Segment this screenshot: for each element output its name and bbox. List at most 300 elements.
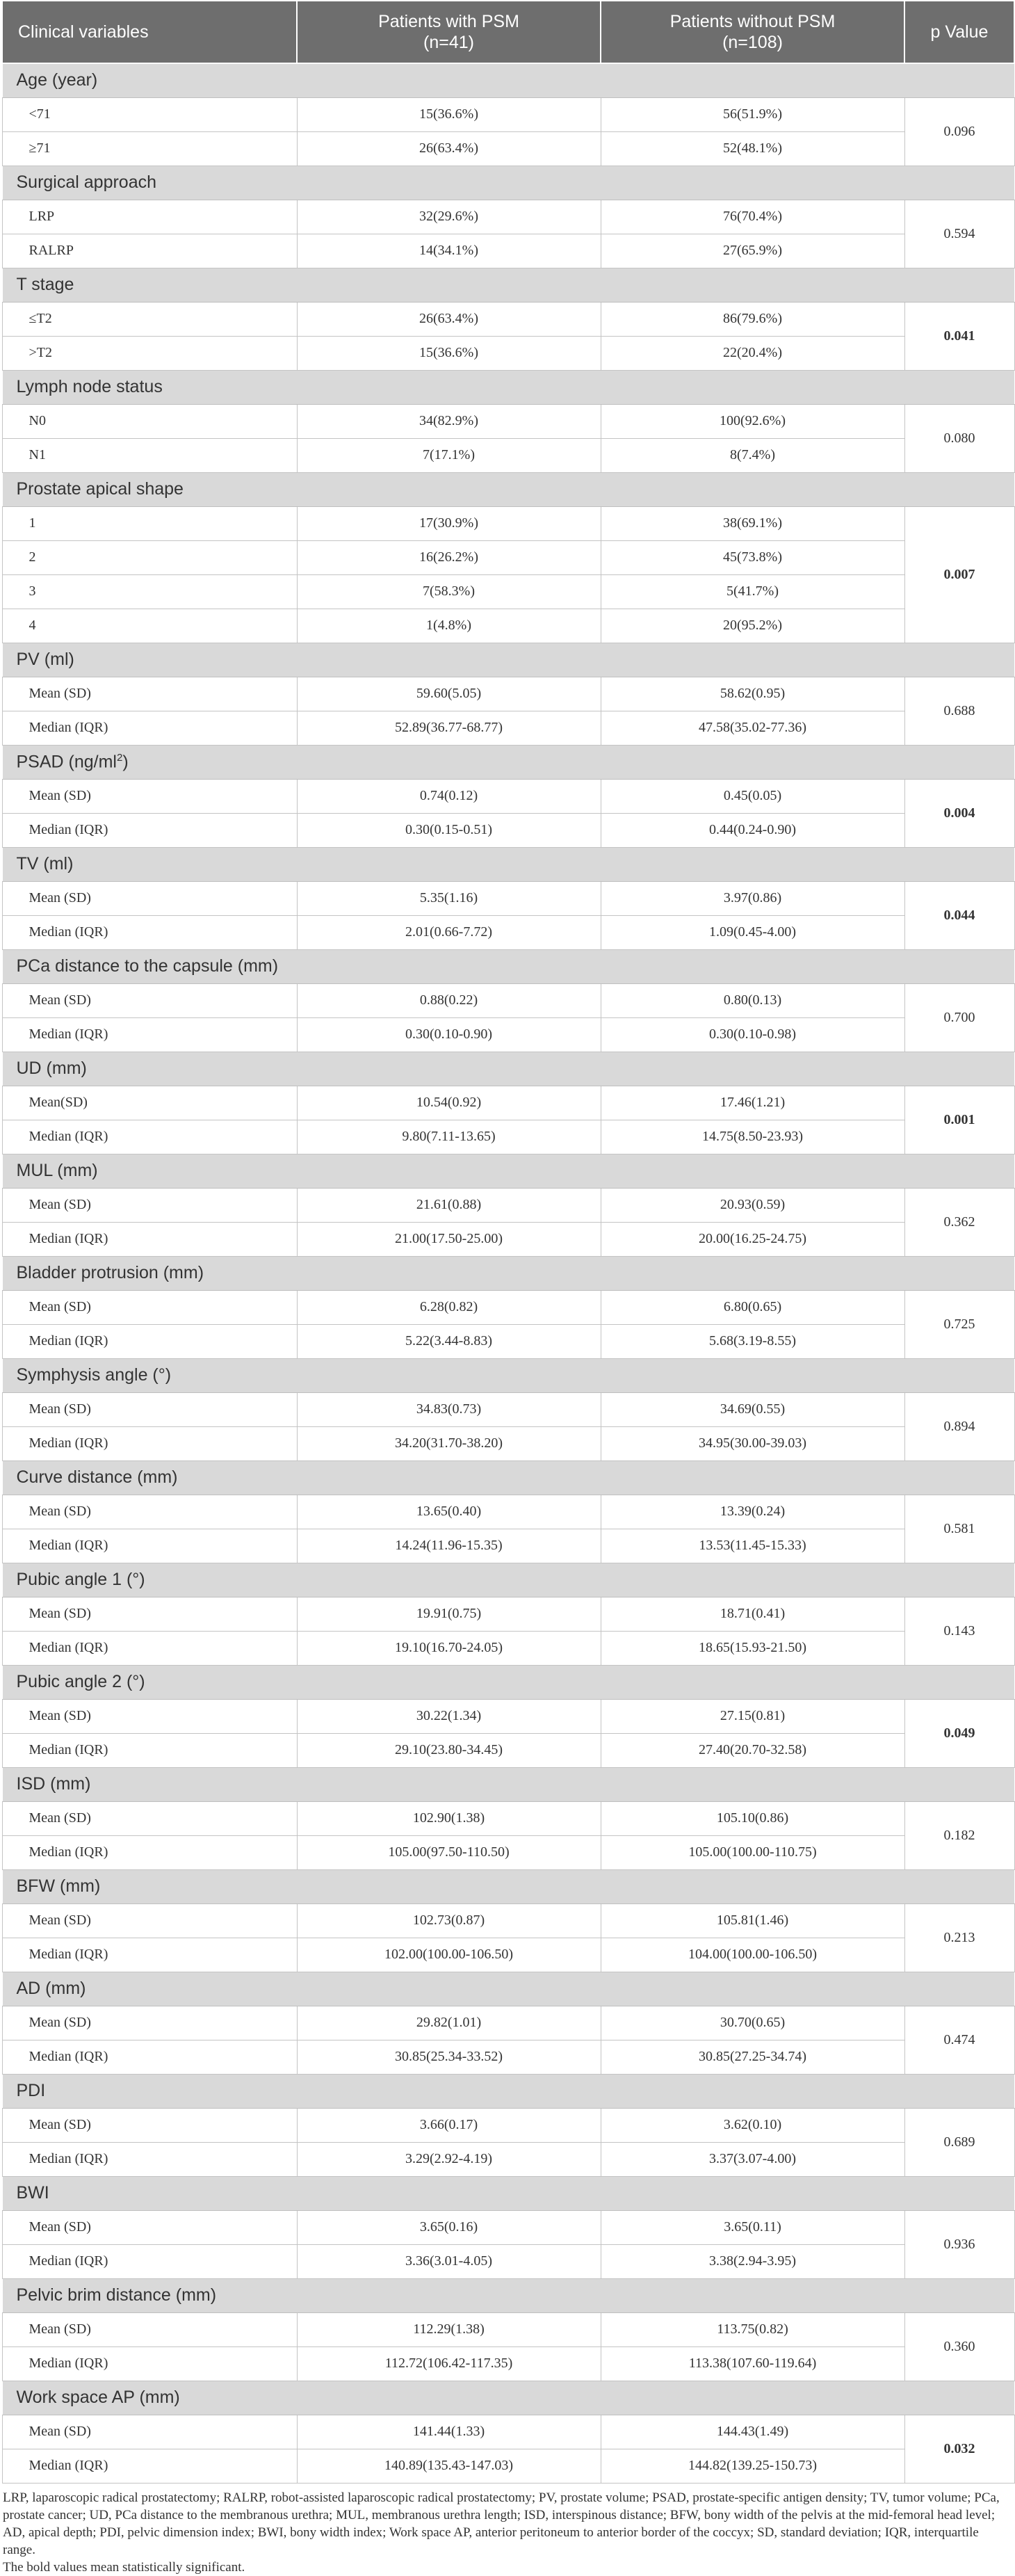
group-title	[2, 949, 1014, 983]
group-title	[2, 1358, 1014, 1392]
p-value-cell: 0.032	[904, 2415, 1014, 2483]
table-footnote	[1, 2484, 1014, 2576]
group-title	[2, 1563, 1014, 1597]
table-row	[2, 1086, 1014, 1120]
cell-with-psm: 16(26.2%)	[297, 540, 601, 574]
table-row	[2, 2312, 1014, 2346]
group-title-text: ISD (mm)	[16, 1774, 91, 1794]
cell-with-psm: 34.83(0.73)	[297, 1392, 601, 1426]
cell-with-psm: 3.65(0.16)	[297, 2210, 601, 2244]
cell-without-psm: 3.38(2.94-3.95)	[601, 2244, 904, 2278]
group-header-row	[2, 1052, 1014, 1086]
cell-with-psm: 3.29(2.92-4.19)	[297, 2142, 601, 2176]
group-header-row	[2, 166, 1014, 200]
row-label: Mean (SD)	[2, 1290, 297, 1324]
p-value-cell: 0.049	[904, 1699, 1014, 1767]
row-label: Mean (SD)	[2, 983, 297, 1017]
group-header-row	[2, 1563, 1014, 1597]
table-row	[2, 2142, 1014, 2176]
cell-with-psm: 10.54(0.92)	[297, 1086, 601, 1120]
cell-without-psm: 56(51.9%)	[601, 97, 904, 131]
cell-with-psm: 26(63.4%)	[297, 302, 601, 336]
cell-without-psm: 52(48.1%)	[601, 131, 904, 166]
group-title-text: Bladder protrusion (mm)	[16, 1263, 204, 1282]
cell-with-psm: 6.28(0.82)	[297, 1290, 601, 1324]
group-header-row	[2, 847, 1014, 881]
cell-with-psm: 15(36.6%)	[297, 336, 601, 370]
row-label: Mean (SD)	[2, 2108, 297, 2142]
group-title	[2, 1972, 1014, 2006]
cell-with-psm: 0.30(0.10-0.90)	[297, 1017, 601, 1052]
table-row	[2, 2210, 1014, 2244]
row-label: Median (IQR)	[2, 2449, 297, 2483]
p-value-cell: 0.041	[904, 302, 1014, 370]
row-label: N1	[2, 438, 297, 472]
group-title	[2, 1869, 1014, 1903]
cell-without-psm: 105.00(100.00-110.75)	[601, 1835, 904, 1869]
table-row	[2, 2346, 1014, 2381]
table-row	[2, 1120, 1014, 1154]
row-label: Mean(SD)	[2, 1086, 297, 1120]
group-title	[2, 370, 1014, 404]
row-label: Median (IQR)	[2, 1017, 297, 1052]
cell-with-psm: 0.30(0.15-0.51)	[297, 813, 601, 847]
cell-without-psm: 34.95(30.00-39.03)	[601, 1426, 904, 1460]
group-title-text: TV (ml)	[16, 854, 74, 874]
group-title	[2, 1052, 1014, 1086]
cell-without-psm: 20(95.2%)	[601, 609, 904, 643]
group-title	[2, 268, 1014, 302]
p-value-cell: 0.688	[904, 677, 1014, 745]
group-title-text: Pubic angle 1 (°)	[16, 1570, 145, 1589]
row-label: 2	[2, 540, 297, 574]
table-row	[2, 1835, 1014, 1869]
group-title-text: Curve distance (mm)	[16, 1467, 178, 1487]
group-header-row	[2, 268, 1014, 302]
cell-with-psm: 34(82.9%)	[297, 404, 601, 438]
cell-without-psm: 76(70.4%)	[601, 200, 904, 234]
cell-with-psm: 19.91(0.75)	[297, 1597, 601, 1631]
cell-without-psm: 144.82(139.25-150.73)	[601, 2449, 904, 2483]
table-row	[2, 2040, 1014, 2074]
row-label: ≤T2	[2, 302, 297, 336]
cell-without-psm: 18.65(15.93-21.50)	[601, 1631, 904, 1665]
row-label: Mean (SD)	[2, 677, 297, 711]
group-title-text: PDI	[16, 2081, 46, 2100]
row-label: Mean (SD)	[2, 2312, 297, 2346]
cell-with-psm: 102.90(1.38)	[297, 1801, 601, 1835]
cell-with-psm: 140.89(135.43-147.03)	[297, 2449, 601, 2483]
table-row	[2, 1903, 1014, 1938]
table-row	[2, 1495, 1014, 1529]
cell-with-psm: 0.88(0.22)	[297, 983, 601, 1017]
cell-with-psm: 29.82(1.01)	[297, 2006, 601, 2040]
group-title	[2, 2074, 1014, 2108]
table-row	[2, 506, 1014, 540]
group-title	[2, 1767, 1014, 1801]
header-patients-without-psm	[601, 1, 904, 63]
cell-with-psm: 0.74(0.12)	[297, 779, 601, 813]
row-label: Median (IQR)	[2, 1631, 297, 1665]
row-label: RALRP	[2, 234, 297, 268]
group-title	[2, 2381, 1014, 2415]
group-header-row	[2, 370, 1014, 404]
group-title-text: Prostate apical shape	[16, 479, 184, 499]
group-header-row	[2, 643, 1014, 677]
cell-without-psm: 30.70(0.65)	[601, 2006, 904, 2040]
group-title-text: PCa distance to the capsule (mm)	[16, 956, 279, 976]
p-value-cell: 0.004	[904, 779, 1014, 847]
cell-with-psm: 26(63.4%)	[297, 131, 601, 166]
row-label: Median (IQR)	[2, 1222, 297, 1256]
group-header-row	[2, 1665, 1014, 1699]
group-title-text: Age (year)	[16, 70, 98, 90]
cell-with-psm: 7(17.1%)	[297, 438, 601, 472]
group-title	[2, 2278, 1014, 2312]
table-row	[2, 983, 1014, 1017]
cell-without-psm: 34.69(0.55)	[601, 1392, 904, 1426]
table-row	[2, 1733, 1014, 1767]
row-label: Mean (SD)	[2, 1392, 297, 1426]
cell-without-psm: 45(73.8%)	[601, 540, 904, 574]
group-title	[2, 63, 1014, 97]
cell-without-psm: 17.46(1.21)	[601, 1086, 904, 1120]
group-header-row	[2, 1460, 1014, 1495]
cell-with-psm: 112.29(1.38)	[297, 2312, 601, 2346]
group-title	[2, 1460, 1014, 1495]
table-row	[2, 2006, 1014, 2040]
table-row	[2, 1631, 1014, 1665]
cell-without-psm: 113.75(0.82)	[601, 2312, 904, 2346]
cell-without-psm: 27.15(0.81)	[601, 1699, 904, 1733]
group-title-text: MUL (mm)	[16, 1161, 98, 1180]
cell-with-psm: 30.22(1.34)	[297, 1699, 601, 1733]
table-row	[2, 336, 1014, 370]
row-label: Median (IQR)	[2, 1835, 297, 1869]
group-title-text: Pubic angle 2 (°)	[16, 1672, 145, 1691]
group-header-row	[2, 1972, 1014, 2006]
group-header-row	[2, 63, 1014, 97]
row-label: LRP	[2, 200, 297, 234]
table-row	[2, 2415, 1014, 2449]
p-value-cell: 0.700	[904, 983, 1014, 1052]
cell-without-psm: 3.62(0.10)	[601, 2108, 904, 2142]
cell-without-psm: 3.97(0.86)	[601, 881, 904, 915]
p-value-cell: 0.474	[904, 2006, 1014, 2074]
group-header-row	[2, 2278, 1014, 2312]
header-p-value: p Value	[904, 1, 1014, 63]
group-header-row	[2, 949, 1014, 983]
p-value-cell: 0.689	[904, 2108, 1014, 2176]
footnote-abbreviations: LRP, laparoscopic radical prostatectomy; RALRP, robot-assisted laparoscopic radical prostatectomy; PV, prostate volume; PSAD, prostate-specific antigen density; TV, tumor volume; PCa, prostate cancer; UD, PCa distance to the membranous urethra; MUL, membranous urethra length; ISD, interspinous distance; BFW, bony width of the pelvis at the mid-femoral head level; AD, apical depth; PDI, pelvic dimension index; BWI, bony width index; Work space AP, anterior peritoneum to anterior border of the coccyx; SD, standard deviation; IQR, interquartile range.	[3, 2490, 1000, 2557]
row-label: Median (IQR)	[2, 1324, 297, 1358]
cell-with-psm: 52.89(36.77-68.77)	[297, 711, 601, 745]
cell-without-psm: 1.09(0.45-4.00)	[601, 915, 904, 949]
cell-without-psm: 22(20.4%)	[601, 336, 904, 370]
p-value-cell: 0.007	[904, 506, 1014, 643]
group-title	[2, 2176, 1014, 2210]
header-without-psm-count: (n=108)	[722, 33, 783, 52]
group-title	[2, 1256, 1014, 1290]
table-row	[2, 574, 1014, 609]
p-value-cell: 0.894	[904, 1392, 1014, 1460]
cell-with-psm: 112.72(106.42-117.35)	[297, 2346, 601, 2381]
cell-without-psm: 38(69.1%)	[601, 506, 904, 540]
cell-with-psm: 29.10(23.80-34.45)	[297, 1733, 601, 1767]
table-row	[2, 779, 1014, 813]
cell-with-psm: 15(36.6%)	[297, 97, 601, 131]
p-value-cell: 0.936	[904, 2210, 1014, 2278]
row-label: Median (IQR)	[2, 1938, 297, 1972]
group-title-text: Lymph node status	[16, 377, 163, 396]
cell-without-psm: 100(92.6%)	[601, 404, 904, 438]
group-header-row	[2, 1256, 1014, 1290]
group-title-text: T stage	[16, 275, 74, 294]
group-title	[2, 1154, 1014, 1188]
cell-with-psm: 14.24(11.96-15.35)	[297, 1529, 601, 1563]
row-label: Mean (SD)	[2, 881, 297, 915]
row-label: Mean (SD)	[2, 1699, 297, 1733]
group-title-text: PSAD (ng/ml	[16, 752, 117, 772]
cell-with-psm: 19.10(16.70-24.05)	[297, 1631, 601, 1665]
table-row	[2, 1699, 1014, 1733]
group-title	[2, 1665, 1014, 1699]
row-label: Median (IQR)	[2, 2040, 297, 2074]
group-title-text: BWI	[16, 2183, 49, 2203]
header-without-psm-title: Patients without PSM	[669, 12, 836, 31]
row-label: Mean (SD)	[2, 1188, 297, 1222]
group-title	[2, 472, 1014, 506]
row-label: ≥71	[2, 131, 297, 166]
p-value-cell: 0.725	[904, 1290, 1014, 1358]
group-title	[2, 745, 1014, 779]
table-row	[2, 2108, 1014, 2142]
table-row	[2, 881, 1014, 915]
table-row	[2, 915, 1014, 949]
table-row	[2, 1324, 1014, 1358]
row-label: Median (IQR)	[2, 1426, 297, 1460]
cell-with-psm: 5.35(1.16)	[297, 881, 601, 915]
row-label: N0	[2, 404, 297, 438]
row-label: 4	[2, 609, 297, 643]
cell-without-psm: 13.39(0.24)	[601, 1495, 904, 1529]
header-with-psm-title: Patients with PSM	[378, 12, 519, 31]
group-title-text: Pelvic brim distance (mm)	[16, 2285, 217, 2305]
cell-with-psm: 32(29.6%)	[297, 200, 601, 234]
group-title-text: Symphysis angle (°)	[16, 1365, 172, 1385]
row-label: 1	[2, 506, 297, 540]
table-row	[2, 131, 1014, 166]
table-row	[2, 540, 1014, 574]
table-row	[2, 438, 1014, 472]
p-value-cell: 0.080	[904, 404, 1014, 472]
cell-without-psm: 27.40(20.70-32.58)	[601, 1733, 904, 1767]
row-label: Mean (SD)	[2, 2006, 297, 2040]
p-value-cell: 0.360	[904, 2312, 1014, 2381]
table-row	[2, 677, 1014, 711]
row-label: Mean (SD)	[2, 1801, 297, 1835]
group-title	[2, 166, 1014, 200]
cell-without-psm: 105.10(0.86)	[601, 1801, 904, 1835]
group-header-row	[2, 1358, 1014, 1392]
table-row	[2, 1290, 1014, 1324]
cell-with-psm: 21.00(17.50-25.00)	[297, 1222, 601, 1256]
cell-with-psm: 13.65(0.40)	[297, 1495, 601, 1529]
header-patients-with-psm	[297, 1, 601, 63]
cell-without-psm: 5.68(3.19-8.55)	[601, 1324, 904, 1358]
cell-without-psm: 58.62(0.95)	[601, 677, 904, 711]
cell-without-psm: 113.38(107.60-119.64)	[601, 2346, 904, 2381]
group-title-end: )	[122, 752, 129, 772]
cell-with-psm: 7(58.3%)	[297, 574, 601, 609]
table-row	[2, 711, 1014, 745]
group-header-row	[2, 1767, 1014, 1801]
table-row	[2, 200, 1014, 234]
cell-without-psm: 144.43(1.49)	[601, 2415, 904, 2449]
cell-with-psm: 102.00(100.00-106.50)	[297, 1938, 601, 1972]
group-header-row	[2, 2074, 1014, 2108]
table-header	[2, 1, 1014, 63]
group-title	[2, 847, 1014, 881]
cell-with-psm: 34.20(31.70-38.20)	[297, 1426, 601, 1460]
cell-with-psm: 17(30.9%)	[297, 506, 601, 540]
cell-without-psm: 0.45(0.05)	[601, 779, 904, 813]
table-row	[2, 1017, 1014, 1052]
table-row	[2, 404, 1014, 438]
table-row	[2, 1188, 1014, 1222]
table-row	[2, 1529, 1014, 1563]
cell-without-psm: 3.37(3.07-4.00)	[601, 2142, 904, 2176]
row-label: Mean (SD)	[2, 1597, 297, 1631]
footnote-bold-note: The bold values mean statistically significant.	[3, 2559, 245, 2575]
cell-with-psm: 30.85(25.34-33.52)	[297, 2040, 601, 2074]
table-row	[2, 1597, 1014, 1631]
table-row	[2, 1392, 1014, 1426]
cell-without-psm: 14.75(8.50-23.93)	[601, 1120, 904, 1154]
cell-without-psm: 18.71(0.41)	[601, 1597, 904, 1631]
cell-with-psm: 14(34.1%)	[297, 234, 601, 268]
cell-with-psm: 5.22(3.44-8.83)	[297, 1324, 601, 1358]
table-row	[2, 813, 1014, 847]
row-label: Median (IQR)	[2, 2346, 297, 2381]
p-value-cell: 0.182	[904, 1801, 1014, 1869]
p-value-cell: 0.362	[904, 1188, 1014, 1256]
group-header-row	[2, 745, 1014, 779]
row-label: Median (IQR)	[2, 2142, 297, 2176]
cell-without-psm: 5(41.7%)	[601, 574, 904, 609]
group-title-text: Work space AP (mm)	[16, 2388, 180, 2407]
group-header-row	[2, 1154, 1014, 1188]
p-value-cell: 0.143	[904, 1597, 1014, 1665]
group-header-row	[2, 2381, 1014, 2415]
cell-with-psm: 105.00(97.50-110.50)	[297, 1835, 601, 1869]
cell-without-psm: 27(65.9%)	[601, 234, 904, 268]
p-value-cell: 0.594	[904, 200, 1014, 268]
table-row	[2, 1938, 1014, 1972]
row-label: Mean (SD)	[2, 2415, 297, 2449]
row-label: Median (IQR)	[2, 1529, 297, 1563]
row-label: Median (IQR)	[2, 2244, 297, 2278]
table-row	[2, 1801, 1014, 1835]
row-label: Median (IQR)	[2, 1120, 297, 1154]
cell-without-psm: 6.80(0.65)	[601, 1290, 904, 1324]
table-body	[2, 63, 1014, 2483]
group-title-text: UD (mm)	[16, 1058, 87, 1078]
table-row	[2, 234, 1014, 268]
cell-without-psm: 20.00(16.25-24.75)	[601, 1222, 904, 1256]
group-title-text: BFW (mm)	[16, 1876, 101, 1896]
group-title-text: PV (ml)	[16, 650, 74, 669]
p-value-cell: 0.581	[904, 1495, 1014, 1563]
row-label: Mean (SD)	[2, 1903, 297, 1938]
cell-with-psm: 2.01(0.66-7.72)	[297, 915, 601, 949]
cell-with-psm: 141.44(1.33)	[297, 2415, 601, 2449]
cell-with-psm: 9.80(7.11-13.65)	[297, 1120, 601, 1154]
cell-without-psm: 47.58(35.02-77.36)	[601, 711, 904, 745]
cell-without-psm: 3.65(0.11)	[601, 2210, 904, 2244]
header-with-psm-count: (n=41)	[423, 33, 474, 52]
cell-without-psm: 30.85(27.25-34.74)	[601, 2040, 904, 2074]
row-label: <71	[2, 97, 297, 131]
row-label: Median (IQR)	[2, 915, 297, 949]
group-title-text: Surgical approach	[16, 172, 157, 192]
table-row	[2, 2449, 1014, 2483]
cell-without-psm: 0.44(0.24-0.90)	[601, 813, 904, 847]
header-clinical-variables: Clinical variables	[2, 1, 297, 63]
p-value-cell: 0.001	[904, 1086, 1014, 1154]
cell-with-psm: 3.66(0.17)	[297, 2108, 601, 2142]
cell-without-psm: 20.93(0.59)	[601, 1188, 904, 1222]
group-title-superscript: 2	[116, 751, 123, 764]
row-label: Mean (SD)	[2, 1495, 297, 1529]
group-header-row	[2, 2176, 1014, 2210]
row-label: Mean (SD)	[2, 779, 297, 813]
cell-with-psm: 59.60(5.05)	[297, 677, 601, 711]
table-row	[2, 1426, 1014, 1460]
row-label: >T2	[2, 336, 297, 370]
p-value-cell: 0.096	[904, 97, 1014, 166]
row-label: Mean (SD)	[2, 2210, 297, 2244]
row-label: Median (IQR)	[2, 813, 297, 847]
group-title	[2, 643, 1014, 677]
group-header-row	[2, 472, 1014, 506]
group-header-row	[2, 1869, 1014, 1903]
cell-with-psm: 102.73(0.87)	[297, 1903, 601, 1938]
row-label: 3	[2, 574, 297, 609]
p-value-cell: 0.213	[904, 1903, 1014, 1972]
cell-without-psm: 0.30(0.10-0.98)	[601, 1017, 904, 1052]
table-row	[2, 302, 1014, 336]
cell-without-psm: 13.53(11.45-15.33)	[601, 1529, 904, 1563]
row-label: Median (IQR)	[2, 1733, 297, 1767]
table-row	[2, 97, 1014, 131]
cell-without-psm: 105.81(1.46)	[601, 1903, 904, 1938]
p-value-cell: 0.044	[904, 881, 1014, 949]
clinical-variables-table	[1, 0, 1015, 2484]
cell-without-psm: 8(7.4%)	[601, 438, 904, 472]
table-row	[2, 2244, 1014, 2278]
cell-with-psm: 3.36(3.01-4.05)	[297, 2244, 601, 2278]
cell-without-psm: 104.00(100.00-106.50)	[601, 1938, 904, 1972]
cell-with-psm: 1(4.8%)	[297, 609, 601, 643]
group-title-text: AD (mm)	[16, 1979, 86, 1998]
cell-without-psm: 86(79.6%)	[601, 302, 904, 336]
cell-without-psm: 0.80(0.13)	[601, 983, 904, 1017]
table-row	[2, 609, 1014, 643]
row-label: Median (IQR)	[2, 711, 297, 745]
cell-with-psm: 21.61(0.88)	[297, 1188, 601, 1222]
table-row	[2, 1222, 1014, 1256]
